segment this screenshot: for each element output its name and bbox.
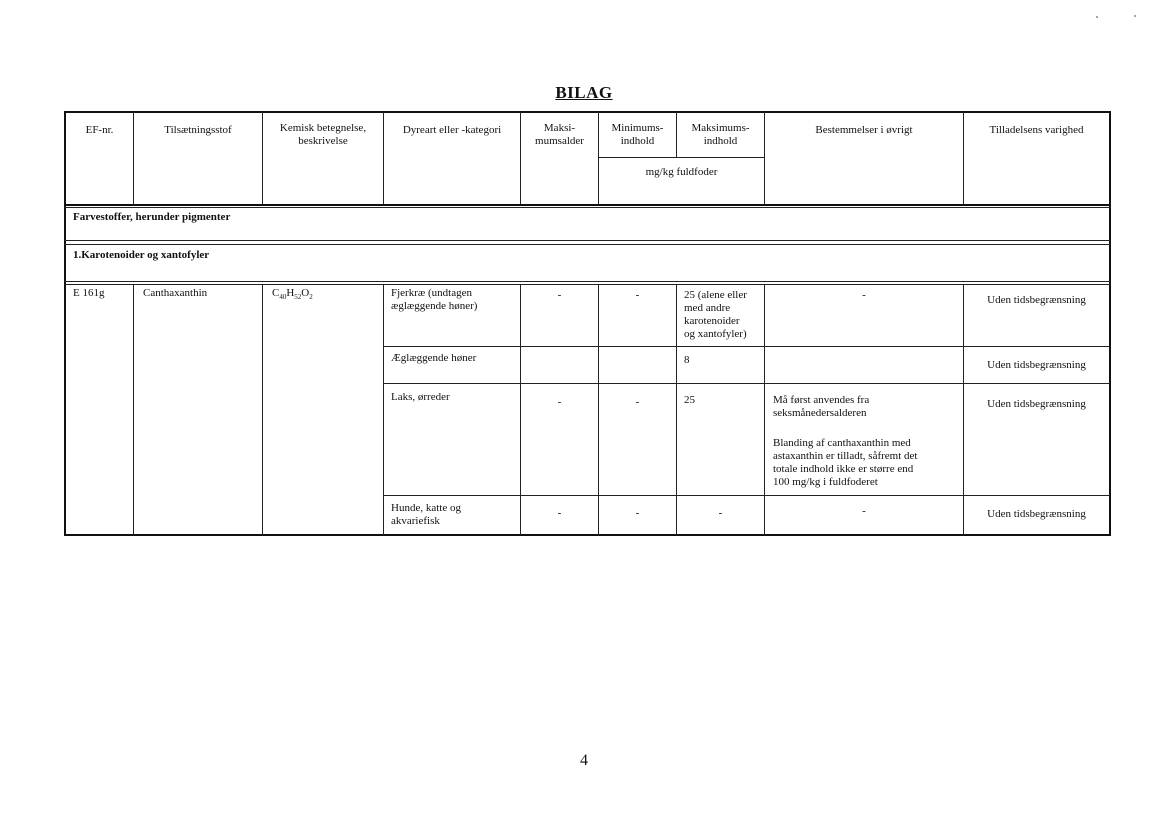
header-unit: mg/kg fuldfoder	[645, 166, 718, 178]
max-age-cell: -	[557, 396, 562, 408]
section-top-line	[64, 207, 1111, 208]
page-number: 4	[580, 752, 588, 769]
row-divider	[383, 383, 1110, 384]
max-content-cell: -	[718, 507, 723, 519]
column-divider	[133, 284, 134, 535]
column-divider	[598, 284, 599, 535]
species-cell: Hunde, katte og akvariefisk	[391, 502, 461, 527]
row-divider	[383, 495, 1110, 496]
row-divider	[383, 346, 1110, 347]
header-chemical: Kemisk betegnelse, beskrivelse	[279, 122, 367, 147]
column-divider	[383, 284, 384, 535]
additive-ef-nr: E 161g	[73, 287, 105, 299]
section-title: Farvestoffer, herunder pigmenter	[73, 211, 231, 223]
provisions-cell: -	[862, 289, 866, 301]
section-bottom-line	[64, 240, 1111, 241]
species-cell: Laks, ørreder	[391, 391, 450, 403]
scan-speck	[1134, 15, 1136, 17]
min-content-cell: -	[635, 396, 640, 408]
chemical-formula: $C_{40}H_{52}O_2$	[272, 287, 313, 302]
page-title: BILAG	[555, 83, 613, 102]
subsection-title: 1.Karotenoider og xantofyler	[73, 249, 210, 261]
duration-cell: Uden tidsbegrænsning	[987, 359, 1086, 371]
min-content-cell: -	[635, 289, 640, 301]
max-content-cell: 8	[684, 354, 690, 366]
header-ef-nr: EF-nr.	[85, 124, 114, 136]
max-content-cell: 25	[684, 394, 695, 406]
unit-divider	[598, 157, 764, 158]
table-border-bottom	[64, 534, 1111, 536]
max-age-cell: -	[557, 289, 562, 301]
provisions-cell: -	[862, 505, 866, 517]
table-border-top	[64, 111, 1111, 113]
header-provisions: Bestemmelser i øvrigt	[815, 124, 913, 136]
scan-speck	[1096, 16, 1098, 18]
duration-cell: Uden tidsbegrænsning	[987, 508, 1086, 520]
max-age-cell: -	[557, 507, 562, 519]
header-additive: Tilsætningsstof	[164, 124, 232, 136]
column-divider	[676, 284, 677, 535]
body-top-line	[64, 284, 1111, 285]
header-bottom-line	[64, 204, 1111, 206]
column-divider	[520, 284, 521, 535]
max-content-cell: 25 (alene eller med andre karotenoider og xantofyler)	[684, 289, 747, 340]
header-min-content: Minimums- indhold	[611, 122, 664, 147]
column-divider	[764, 284, 765, 535]
min-content-cell: -	[635, 507, 640, 519]
provisions-cell: Må først anvendes fra seksmånedersalderen Blanding af canthaxanthin med astaxanthin er tilladt, såfremt det totale indhold ikke er større end 100 mg/kg i fuldfoderet	[773, 394, 918, 488]
column-divider	[262, 284, 263, 535]
table-border-right	[1109, 111, 1111, 535]
header-species: Dyreart eller -kategori	[402, 124, 502, 136]
duration-cell: Uden tidsbegrænsning	[987, 294, 1086, 306]
additive-name: Canthaxanthin	[143, 287, 208, 299]
table-border-left	[64, 111, 66, 535]
header-duration: Tilladelsens varighed	[989, 124, 1084, 136]
header-max-age: Maksi- mumsalder	[535, 122, 584, 147]
subsection-top-line	[64, 244, 1111, 245]
species-cell: Fjerkræ (undtagen æglæggende høner)	[391, 287, 478, 312]
subsection-bottom-line	[64, 281, 1111, 282]
species-cell: Æglæggende høner	[391, 352, 477, 364]
header-max-content: Maksimums- indhold	[691, 122, 750, 147]
duration-cell: Uden tidsbegrænsning	[987, 398, 1086, 410]
